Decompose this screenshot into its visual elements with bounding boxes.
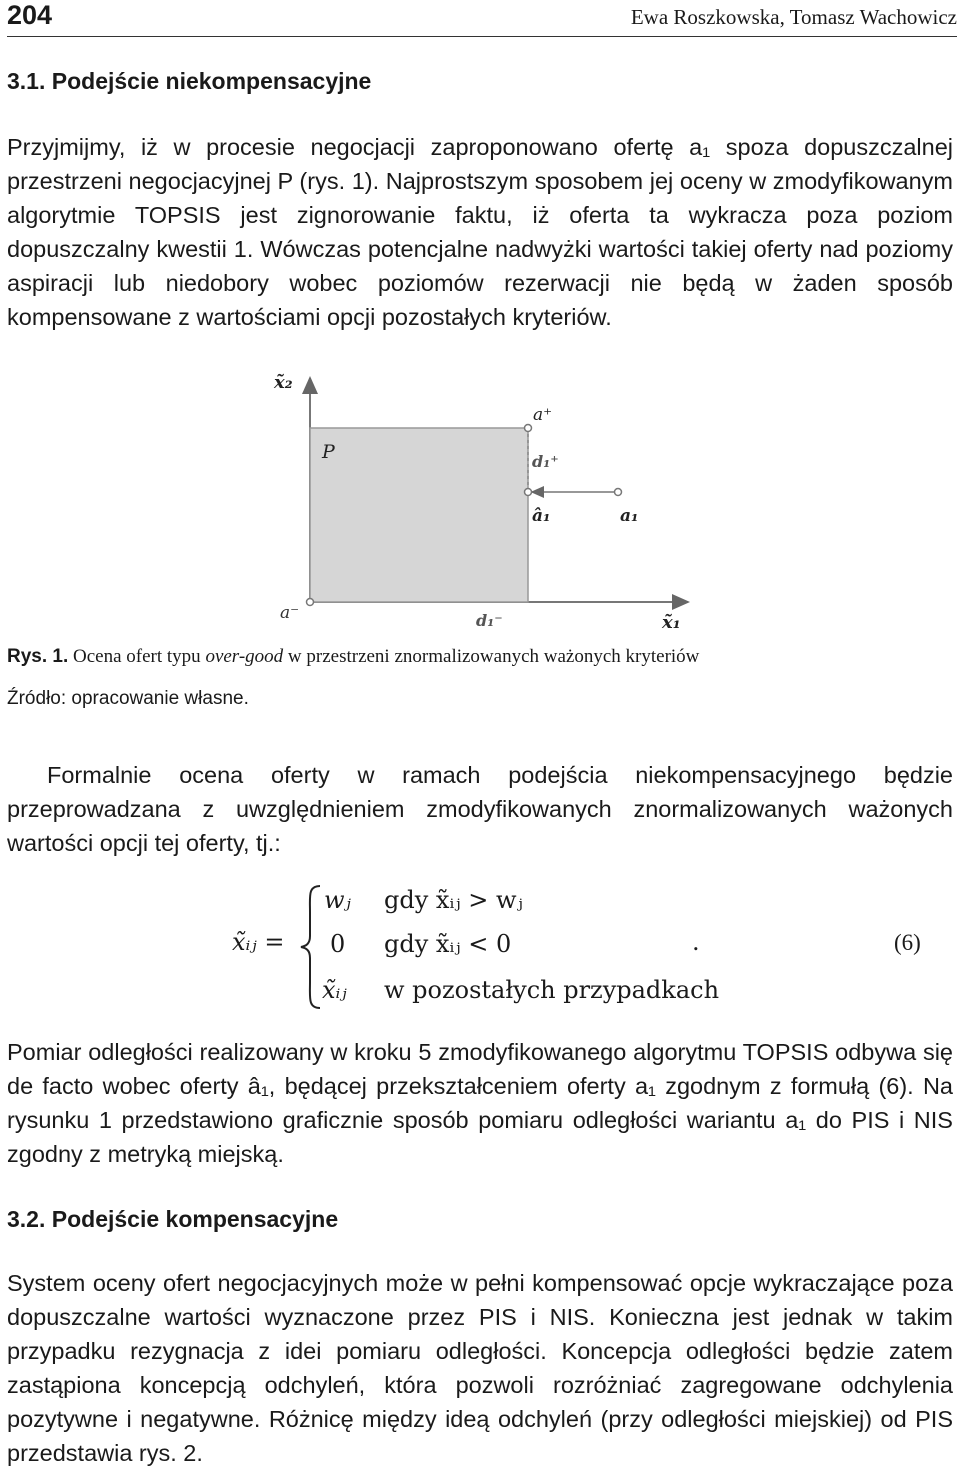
formula-6 [0, 880, 960, 1020]
case3-value: x̃ᵢⱼ [322, 976, 347, 1004]
figure-caption [7, 646, 699, 668]
case2-value: 0 [330, 930, 346, 958]
section-heading-3-1: 3.1. Podejście niekompensacyjne [7, 68, 372, 94]
point-a-minus [307, 599, 314, 606]
case3-condition: w pozostałych przypadkach [384, 976, 720, 1004]
point-a-plus [525, 425, 532, 432]
point-a-hat [525, 489, 532, 496]
label-axis-x: x̃₁ [662, 612, 681, 633]
figure-1-diagram [260, 366, 700, 648]
case2-condition: gdy x̃ᵢⱼ < 0 [384, 930, 512, 958]
running-head-authors: Ewa Roszkowska, Tomasz Wachowicz [630, 5, 957, 29]
formula-number: (6) [894, 930, 921, 955]
formula-lhs: x̃ᵢⱼ = [232, 928, 285, 956]
section-heading-3-2: 3.2. Podejście kompensacyjne [7, 1206, 339, 1232]
page-header [7, 0, 957, 37]
label-region-p: P [322, 441, 335, 463]
paragraph-intro: Przyjmijmy, iż w procesie negocjacji zaproponowano ofertę a₁ spoza dopuszczalnej przestrzeni negocjacyjnej P (rys. 1). Najprostszym sposobem jej oceny w zmodyfikowanym algorytmie TOPSIS jest zignorowanie faktu, iż oferta ta wykracza poza poziom dopuszczalny kwestii 1. Wówczas potencjalne nadwyżki wartości takiej oferty nad poziomy aspiracji lub niedobory wobec poziomów rezerwacji nie będą w żaden sposób kompensowane z wartościami opcji pozostałych kryteriów. [7, 134, 953, 330]
case1-condition: gdy x̃ᵢⱼ > wⱼ [384, 886, 523, 914]
paragraph-formal: Formalnie ocena oferty w ramach podejścia niekompensacyjnego będzie przeprowadzana z uwzględnieniem zmodyfikowanych znormalizowanych ważonych wartości opcji tej oferty, tj.: [7, 762, 953, 856]
label-a-minus: a⁻ [280, 603, 300, 623]
caption-prefix: Rys. 1. [7, 646, 69, 667]
caption-text-1: Ocena ofert typu [73, 646, 206, 667]
label-axis-y: x̃₂ [274, 372, 293, 393]
label-d-plus: d₁⁺ [532, 452, 559, 471]
caption-italic: over-good [205, 646, 284, 667]
formula-period: . [692, 928, 700, 956]
feasible-region-p [310, 428, 528, 602]
label-d-minus: d₁⁻ [476, 611, 503, 630]
paragraph-measurement: Pomiar odległości realizowany w kroku 5 zmodyfikowanego algorytmu TOPSIS odbywa się de facto wobec oferty â₁, będącej przekształceniem oferty a₁ zgodnym z formułą (6). Na rysunku 1 przedstawiono graficznie sposób pomiaru odległości wariantu a₁ do PIS i NIS zgodny z metryką miejską. [7, 1039, 953, 1167]
paragraph-compensatory: System oceny ofert negocjacyjnych może w pełni kompensować opcje wykraczające poza dopuszczalne wartości wyznaczone przez PIS i NIS. Konieczna jest jednak w takim przypadku rezygnacja z idei pomiaru odległości. Koncepcja odległości będzie zatem zastąpiona koncepcją odchyleń, która pozwoli rozróżniać zagregowane odchylenia pozytywne i negatywne. Różnicę między ideą odchyleń (przy odległości miejskiej) od PIS przedstawia rys. 2. [7, 1270, 953, 1466]
label-a1: a₁ [620, 506, 639, 526]
page-number: 204 [7, 0, 53, 30]
point-a1 [615, 489, 622, 496]
label-a-hat: â₁ [532, 506, 551, 526]
caption-text-2: w przestrzeni znormalizowanych ważonych kryteriów [283, 646, 700, 667]
case1-value: wⱼ [324, 886, 351, 914]
formula-brace [298, 882, 324, 1012]
figure-source: Źródło: opracowanie własne. [7, 688, 249, 709]
label-a-plus: a⁺ [533, 405, 553, 425]
